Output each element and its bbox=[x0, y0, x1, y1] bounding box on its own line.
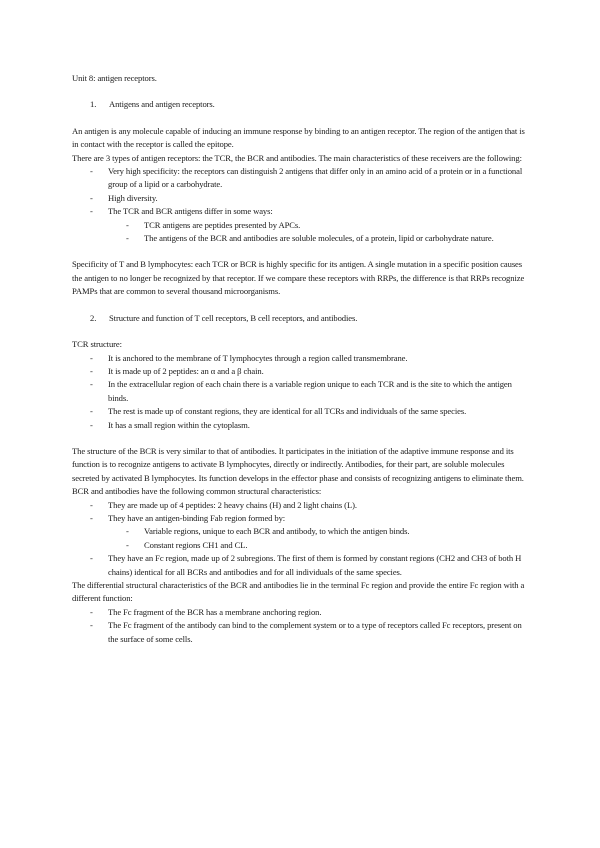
receptor-types-paragraph: There are 3 types of antigen receptors: the TCR, the BCR and antibodies. The main characteristics of these receivers are the following: bbox=[72, 152, 522, 163]
document-page bbox=[72, 72, 528, 646]
list-sub-item: - TCR antigens are peptides presented by APCs. bbox=[126, 219, 301, 230]
document-title: Unit 8: antigen receptors. bbox=[72, 73, 157, 83]
list-item: - It is made up of 2 peptides: an α and a β chain. bbox=[90, 365, 264, 376]
section1-heading-text: Antigens and antigen receptors. bbox=[109, 99, 215, 110]
bcr-characteristics-list bbox=[72, 499, 528, 579]
receptor-characteristics-list bbox=[72, 165, 528, 245]
list-item: - They are made up of 4 peptides: 2 heavy chains (H) and 2 light chains (L). bbox=[90, 499, 357, 510]
list-item: - It is anchored to the membrane of T lymphocytes through a region called transmembrane. bbox=[90, 352, 408, 363]
list-item: - The TCR and BCR antigens differ in some ways: bbox=[90, 206, 273, 217]
tcr-structure-label: TCR structure: bbox=[72, 339, 122, 350]
list-item: - Very high specificity: the receptors can distinguish 2 antigens that differ only in an amino acid of a protein or in a functional group of a lipid or a carbohydrate. bbox=[90, 166, 523, 190]
list-sub-item: - Constant regions CH1 and CL. bbox=[126, 539, 248, 550]
antigen-definition-paragraph: An antigen is any molecule capable of inducing an immune response by binding to an antigen receptor. The region of the antigen that is in contact with the receptor is called the epitope. bbox=[72, 125, 525, 150]
section1-heading bbox=[90, 98, 528, 111]
list-item: - They have an Fc region, made up of 2 subregions. The first of them is formed by constant regions (CH2 and CH3 of both H chains) identical for all BCRs and antibodies and for all individuals of the same species. bbox=[90, 553, 522, 577]
tcr-structure-list bbox=[72, 352, 528, 432]
section2-heading-text: Structure and function of T cell receptors, B cell receptors, and antibodies. bbox=[109, 312, 358, 323]
differential-characteristics-paragraph: The differential structural characteristics of the BCR and antibodies lie in the terminal Fc region and provide the entire Fc region with a different function: bbox=[72, 580, 525, 604]
specificity-paragraph: Specificity of T and B lymphocytes: each TCR or BCR is highly specific for its antigen. A single mutation in a specific position causes the antigen to no longer be recognized by that receptor. If we compare these receptors with RRPs, the difference is that RRPs recognize PAMPs that are common to several thousand microorganisms. bbox=[72, 259, 525, 297]
fc-region-list bbox=[72, 606, 528, 646]
list-item: - High diversity. bbox=[90, 192, 158, 203]
bcr-structure-paragraph: The structure of the BCR is very similar to that of antibodies. It participates in the initiation of the adaptive immune response and its function is to recognize antigens to activate B lymphocytes, directly or indirectly. Antibodies, for their part, are soluble molecules secreted by activated B lymphocytes. Its function develops in the effector phase and consists of recognizing antigens to eliminate them. BCR and antibodies have the following common structural characteristics: bbox=[72, 445, 524, 497]
list-item: - The Fc fragment of the BCR has a membrane anchoring region. bbox=[90, 606, 322, 617]
section2-number: 2. bbox=[90, 312, 97, 323]
list-sub-item: - The antigens of the BCR and antibodies are soluble molecules, of a protein, lipid or carbohydrate nature. bbox=[126, 233, 494, 244]
list-item: - In the extracellular region of each chain there is a variable region unique to each TCR and is the site to which the antigen binds. bbox=[90, 379, 512, 403]
section1-number: 1. bbox=[90, 99, 97, 110]
list-item: - They have an antigen-binding Fab region formed by: bbox=[90, 512, 286, 523]
list-item: - The Fc fragment of the antibody can bind to the complement system or to a type of receptors called Fc receptors, present on the surface of some cells. bbox=[90, 620, 522, 644]
section2-heading bbox=[90, 312, 528, 325]
list-sub-item: - Variable regions, unique to each BCR and antibody, to which the antigen binds. bbox=[126, 526, 410, 537]
list-item: - The rest is made up of constant regions, they are identical for all TCRs and individuals of the same species. bbox=[90, 406, 467, 417]
list-item: - It has a small region within the cytoplasm. bbox=[90, 419, 250, 430]
